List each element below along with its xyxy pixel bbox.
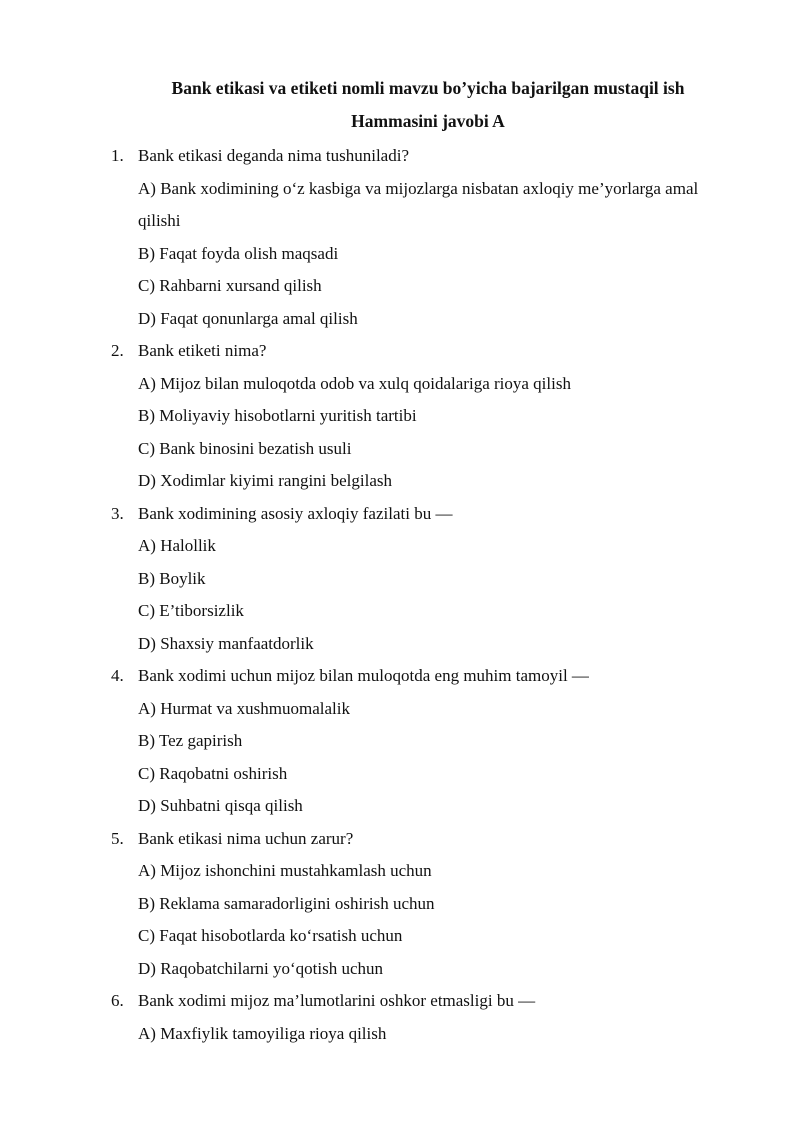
question-text: Bank etiketi nima? — [138, 341, 267, 360]
question-item — [0, 985, 800, 1050]
answer-option: C) Bank binosini bezatish usuli — [138, 438, 352, 458]
answer-option: C) Raqobatni oshirish — [138, 763, 288, 783]
question-list — [0, 140, 800, 1050]
answer-option: B) Moliyaviy hisobotlarni yuritish tartibi — [138, 406, 417, 425]
answer-option: A) Hurmat va xushmuomalalik — [138, 698, 350, 718]
question-item — [0, 660, 800, 823]
answer-option: A) Halollik — [138, 536, 216, 555]
answer-option: D) Raqobatchilarni yo‘qotish uchun — [138, 958, 384, 978]
answer-option: C) E’tiborsizlik — [138, 601, 244, 620]
question-number: 6. — [111, 991, 124, 1010]
answer-option: B) Boylik — [138, 568, 206, 588]
answer-option: D) Suhbatni qisqa qilish — [138, 796, 303, 815]
question-number: 5. — [111, 828, 124, 848]
question-text: Bank xodimining asosiy axloqiy fazilati bu — — [138, 503, 453, 523]
question-item — [0, 823, 800, 986]
question-text: Bank etikasi deganda nima tushuniladi? — [138, 146, 409, 165]
answer-option: B) Faqat foyda olish maqsadi — [138, 243, 339, 263]
question-number: 2. — [111, 341, 124, 360]
question-item — [0, 335, 800, 498]
document-title: Bank etikasi va etiketi nomli mavzu bo’yicha bajarilgan mustaqil ish — [171, 78, 685, 98]
question-text: Bank etikasi nima uchun zarur? — [138, 828, 354, 848]
answer-option: A) Mijoz ishonchini mustahkamlash uchun — [138, 861, 432, 880]
answer-option: A) Mijoz bilan muloqotda odob va xulq qoidalariga rioya qilish — [138, 373, 571, 393]
question-number: 3. — [111, 503, 124, 523]
answer-option: C) Rahbarni xursand qilish — [138, 276, 322, 295]
answer-option: A) Bank xodimining o‘z kasbiga va mijozlarga nisbatan axloqiy me’yorlarga amal qilishi — [138, 178, 699, 230]
question-item — [0, 498, 800, 661]
answer-option: D) Shaxsiy manfaatdorlik — [138, 633, 314, 653]
question-number: 1. — [111, 146, 124, 165]
document-subtitle: Hammasini javobi A — [351, 111, 505, 131]
answer-option: B) Reklama samaradorligini oshirish uchun — [138, 893, 435, 913]
answer-option: C) Faqat hisobotlarda ko‘rsatish uchun — [138, 926, 403, 945]
question-number: 4. — [111, 666, 124, 685]
answer-option: B) Tez gapirish — [138, 731, 243, 750]
question-item — [0, 140, 800, 335]
answer-option: D) Faqat qonunlarga amal qilish — [138, 308, 358, 328]
question-text: Bank xodimi mijoz ma’lumotlarini oshkor etmasligi bu — — [138, 991, 536, 1010]
answer-option: A) Maxfiylik tamoyiliga rioya qilish — [138, 1023, 387, 1043]
answer-option: D) Xodimlar kiyimi rangini belgilash — [138, 471, 393, 490]
question-text: Bank xodimi uchun mijoz bilan muloqotda eng muhim tamoyil — — [138, 666, 589, 685]
